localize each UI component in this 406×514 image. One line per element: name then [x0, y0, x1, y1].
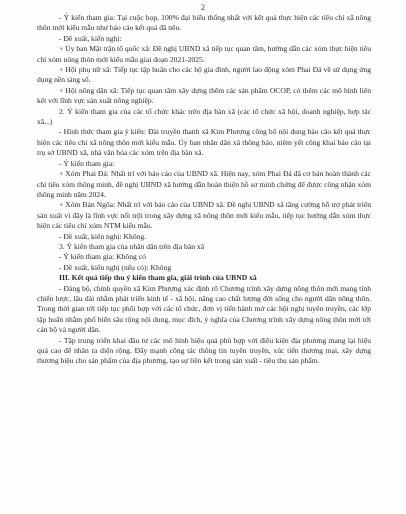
paragraph: - Ý kiến tham gia:: [59, 158, 115, 168]
paragraph: - Đề xuất, kiến nghị:: [59, 33, 122, 43]
section-heading: III. Kết quả tiếp thu ý kiến tham gia, giải trình của UBND xã: [59, 273, 257, 283]
paragraph: + Hội phụ nữ xã: Tiếp tục tập huấn cho các hộ gia đình, người lao động xóm Phai Đá về sử dụng ứng dụng nền tảng số.: [37, 65, 371, 85]
paragraph: 3. Ý kiến tham gia của nhân dân trên địa bàn xã: [59, 241, 205, 251]
paragraph: - Đề xuất, kiến nghị: Không.: [59, 231, 147, 241]
paragraph: - Ý kiến tham gia: Không có: [59, 252, 146, 262]
paragraph: + Hội nông dân xã: Tiếp tục quan tâm xây dựng thêm các sản phẩm OCOP, có thêm các mô hình liên kết với lĩnh vực sản xuất nông nghiệp.: [37, 85, 371, 106]
paragraph: - Đảng bộ, chính quyền xã Kim Phượng xác định rõ Chương trình xây dựng nông thôn mới mang tính chiến lược, lâu dài nhằm phát triển kinh tế - xã hội, nâng cao chất lượng đời sống cho người dân nông thôn. Trong thời gian tới tiếp tục phối hợp với các tổ chức, đơn vị tiến hành mở các hội nghị tuyên truyền, các lớp tập huấn nhằm phổ biến sâu rộng nội dung, mục đích, ý nghĩa của Chương trình xây dựng nông thôn mới tới cán bộ và người dân.: [37, 283, 371, 335]
document-body: [37, 13, 371, 367]
paragraph: + Ủy ban Mặt trận tổ quốc xã: Đề nghị UBND xã tiếp tục quan tâm, hướng dẫn các xóm thực hiện tiêu chí xóm nông thôn mới kiểu mẫu giai đoạn 2021-2025.: [37, 44, 371, 64]
paragraph: - Hình thức tham gia ý kiến: Đài truyền thanh xã Kim Phượng công bố nội dung báo cáo kết quả thực hiện các tiêu chí xã nông thôn mới kiểu mẫu. Ủy ban nhân dân xã thông báo, niêm yết công khai báo cáo tại trụ sở UBND xã, nhà văn hóa các xóm trên địa bàn xã.: [37, 127, 371, 158]
paragraph: - Tập trung triển khai đầu tư các mô hình hiệu quả phù hợp với điều kiện địa phương mang lại hiệu quả cao để nhân ra diện rộng. Đẩy mạnh công tác thông tin tuyên truyền, xúc tiến thương mại, xây dựng thương hiệu cho sản phẩm của địa phương, tạo sự liên kết trong sản xuất - tiêu thụ sản phẩm.: [37, 335, 371, 366]
paragraph: + Xóm Bản Ngõa: Nhất trí với báo cáo của UBND xã. Đề nghị UBND xã tăng cường hỗ trợ phát triển sản xuất vì đây là lĩnh vực nổi trội trong xây dựng xã nông thôn mới kiểu mẫu, tiếp tục hướng dẫn xóm thực hiện các tiêu chí xóm NTM kiểu mẫu.: [37, 200, 371, 231]
paragraph: - Ý kiến tham gia: Tại cuộc họp, 100% đại biểu thống nhất với kết quả thực hiện các tiêu chí xã nông thôn mới kiểu mẫu như báo cáo kết quả đã nêu.: [37, 13, 371, 33]
paragraph: 2. Ý kiến tham gia của các tổ chức khác trên địa bàn xã (các tổ chức xã hội, doanh nghiệp, hợp tác xã,..): [37, 106, 371, 127]
page-number: 2: [201, 3, 205, 12]
paragraph: - Đề xuất, kiến nghị (nếu có): Không: [59, 262, 172, 272]
paragraph: + Xóm Phai Đá: Nhất trí với báo cáo của UBND xã. Hiện nay, xóm Phai Đá đã cơ bản hoàn thành các chỉ tiêu xóm thông minh, đề nghị UBND xã hướng dẫn hoàn thiện hồ sơ minh chứng để được công nhận xóm thông minh năm 2024.: [37, 169, 371, 199]
